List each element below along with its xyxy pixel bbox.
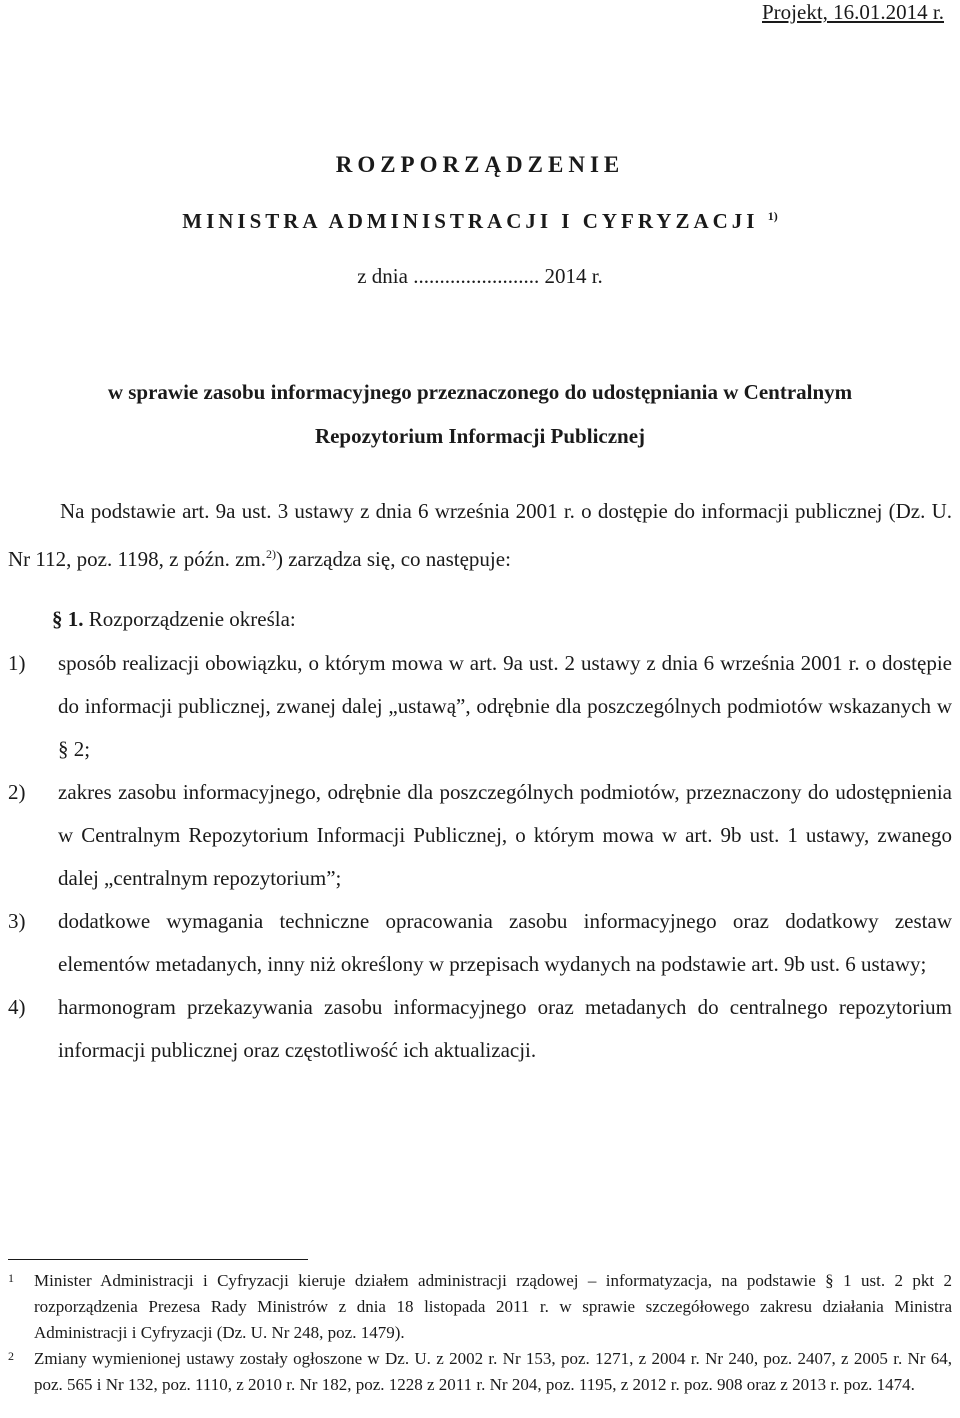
list-item-text: sposób realizacji obowiązku, o którym mowa w art. 9a ust. 2 ustawy z dnia 6 września 2001 r. o dostępie do informacji publicznej, zwanej dalej „ustawą”, odrębnie dla poszczególnych podmiotów wskazanych w § 2; [58,651,952,761]
regulation-subject [0,370,960,458]
footnote [8,1346,952,1398]
list-item-text: dodatkowe wymagania techniczne opracowania zasobu informacyjnego oraz dodatkowy zestaw elementów metadanych, inny niż określony w przepisach wydanych na podstawie art. 9b ust. 6 ustawy; [58,909,952,976]
footnote-text: Zmiany wymienionej ustawy zostały ogłoszone w Dz. U. z 2002 r. Nr 153, poz. 1271, z 2004 r. Nr 240, poz. 2407, z 2005 r. Nr 64, poz. 565 i Nr 132, poz. 1110, z 2010 r. Nr 182, poz. 1228 z 2011 r. Nr 204, poz. 1195, z 2012 r. poz. 908 oraz z 2013 r. poz. 1474. [34,1349,952,1394]
footnote [8,1268,952,1346]
paragraph-1-list [8,642,952,1072]
preamble-text-end: ) zarządza się, co następuje: [275,547,511,571]
issuing-minister-text: MINISTRA ADMINISTRACJI I CYFRYZACJI [182,209,759,233]
paragraph-intro: Rozporządzenie określa: [88,607,296,631]
issuing-minister-title [0,209,960,234]
list-item [8,642,952,771]
project-date: Projekt, 16.01.2014 r. [762,0,944,24]
paragraph-1-heading [52,598,960,641]
footnote-separator [8,1259,308,1260]
footnote-ref-1: 1) [767,209,778,223]
preamble [8,490,952,581]
list-item-number: 3) [8,909,26,933]
subject-line-2: Repozytorium Informacji Publicznej [314,424,646,448]
footnote-mark: 2 [8,1349,14,1363]
footnote-text: Minister Administracji i Cyfryzacji kieruje działem administracji rządowej – informatyzacja, na podstawie § 1 ust. 2 pkt 2 rozporządzenia Prezesa Rady Ministrów z dnia 18 listopada 2011 r. w sprawie szczegółowego zakresu działania Ministra Administracji i Cyfryzacji (Dz. U. Nr 248, poz. 1479). [34,1271,952,1342]
list-item [8,986,952,1072]
list-item-number: 1) [8,651,26,675]
preamble-text: Na podstawie art. 9a ust. 3 ustawy z dnia 6 września 2001 r. o dostępie do informacji publicznej (Dz. U. Nr 112, poz. 1198, z późn. zm. [8,499,952,571]
document-type-title: ROZPORZĄDZENIE [335,152,625,177]
list-item-number: 4) [8,995,26,1019]
list-item [8,771,952,900]
footnote-mark: 1 [8,1271,14,1285]
list-item-number: 2) [8,780,26,804]
issue-date: z dnia ........................ 2014 r. [357,264,603,288]
footnotes [8,1268,952,1398]
paragraph-number: § 1. [52,607,84,631]
list-item-text: zakres zasobu informacyjnego, odrębnie dla poszczególnych podmiotów, przeznaczony do udostępnienia w Centralnym Repozytorium Informacji Publicznej, o którym mowa w art. 9b ust. 1 ustawy, zwanego dalej „centralnym repozytorium”; [58,780,952,890]
list-item-text: harmonogram przekazywania zasobu informacyjnego oraz metadanych do centralnego repozytorium informacji publicznej oraz częstotliwość ich aktualizacji. [58,995,952,1062]
list-item [8,900,952,986]
footnote-ref-2: 2) [265,547,276,561]
subject-line-1: w sprawie zasobu informacyjnego przeznaczonego do udostępniania w Centralnym [107,380,853,404]
